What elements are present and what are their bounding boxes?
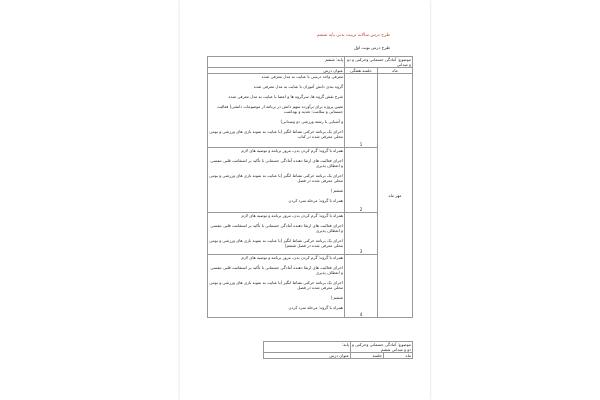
topic-cell: موضوع: آمادگی جسمانی وحرکتی و دو و میدانی [345, 57, 413, 68]
lesson-line: اجرای فعالیت های ارتقا دهنده آمادگی جسمانی با تأکید بر استقامت قلبی تنفسی و انعطاف پذیری [210, 158, 343, 168]
month-cell: مهر ماه [378, 74, 413, 318]
lesson-line: همراه با گروه: گرم کردن بدن، مرور برنامه و توصیه های لازم [241, 255, 343, 260]
lesson-line: ششم ) [330, 295, 343, 300]
session-number: 1 [345, 74, 378, 148]
session-number: 3 [345, 213, 378, 255]
header-title: عنوان درس [208, 68, 345, 74]
lesson-line: اجرای یک برنامه حرکتی نشاط انگیز (با عنایت به نمونه بازی های ورزشی و بومی محلی معرفی شده در فصل [209, 173, 343, 183]
lesson-content [208, 148, 345, 213]
header-month: ماه [378, 68, 413, 74]
lesson-line: همراه با گروه: گرم کردن بدن، مرور برنامه و توصیه های لازم [241, 148, 343, 153]
session-number: 4 [345, 255, 378, 318]
lesson-line: همراه با گروه: گرم کردن بدن، مرور برنامه و توصیه های لازم [241, 213, 343, 218]
header-month: ماه [384, 353, 413, 359]
lesson-line: و آشنایی با رشته ورزشی دو ومیدانی) [280, 119, 343, 124]
document-subtitle: طرح درس نوبت اول [353, 45, 390, 50]
lesson-line: اجرای یک برنامه حرکتی نشاط انگیز (با عنایت به نمونه بازی های ورزشی و بومی محلی معرفی شده در کتاب [209, 129, 343, 139]
lesson-line: شرح نقش گروه ها، سرگروه ها و اعضا با عنایت به مدل معرفی شده [228, 94, 343, 99]
header-session: جلسه [351, 353, 384, 359]
lesson-plan-table [207, 56, 413, 318]
lesson-line: اجرای یک برنامه حرکتی نشاط انگیز (با عنایت به نمونه بازی های ورزشی و بومی محلی معرفی شده در فصل ششم) [209, 238, 343, 248]
topic-cell: موضوع: آمادگی جسمانی وحرکتی و دو و میدانی ششم [352, 342, 411, 352]
session-number: 2 [345, 148, 378, 213]
lesson-line: اجرای یک برنامه حرکتی نشاط انگیز (با عنایت به نمونه بازی های ورزشی و بومی محلی معرفی شده در فصل [209, 280, 343, 290]
lesson-content [208, 74, 345, 148]
lesson-line: ششم ) [330, 188, 343, 193]
lesson-line: اجرای فعالیت های ارتقا دهنده آمادگی جسمانی با تأکید بر استقامت قلبی تنفسی و انعطاف پذیری [210, 223, 343, 233]
lesson-content [208, 255, 345, 318]
grade-cell: پایه: [264, 342, 351, 353]
lesson-line: گروه بندی دانش آموزان با عنایت به مدل معرفی شده [253, 84, 343, 89]
lesson-line: تعیین پروژه برای برآورده سهم دانش در برنامه از موضوعات دانشی( فعالیت جسمانی و سلامت؛ تغذیه و بهداشت [216, 104, 343, 114]
header-session: جلسه هفتگی [345, 68, 378, 74]
second-lesson-table [263, 341, 413, 359]
lesson-content [208, 213, 345, 255]
lesson-line: معرفی واحد درسی با عنایت به مدل معرفی شده [261, 74, 343, 79]
grade-cell: پایه: ششم [208, 57, 345, 68]
lesson-line: همراه با گروه: مرحله سرد کردن [288, 198, 343, 203]
lesson-line: اجرای فعالیت های ارتقا دهنده آمادگی جسمانی با تأکید بر استقامت قلبی تنفسی و انعطاف پذیری [210, 265, 343, 275]
lesson-line: همراه با گروه: مرحله سرد کردن [288, 305, 343, 310]
document-title: طرح درس سالانه تربیت بدنی پایه ششم [316, 33, 390, 38]
header-title: عنوان درس [264, 353, 351, 359]
